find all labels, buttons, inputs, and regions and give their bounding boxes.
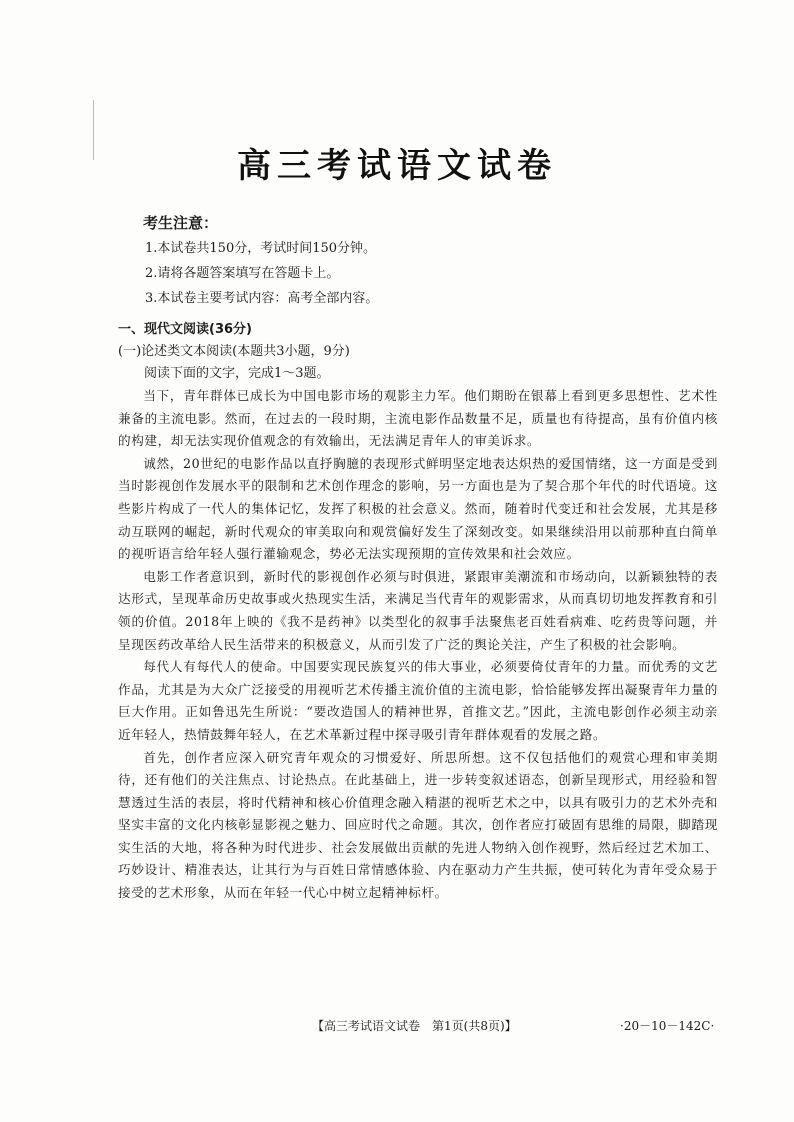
candidate-notice <box>143 210 703 311</box>
notice-item: 1.本试卷共150分，考试时间150分钟。 <box>145 241 377 256</box>
passage-paragraph: 诚然，20世纪的电影作品以直抒胸臆的表现形式鲜明坚定地表达炽热的爱国情绪，这一方面是受到当时影视创作发展水平的限制和艺术创作理念的影响，另一方面也是为了契合那个年代的时代语境。这些影片构成了一代人的集体记忆，发挥了积极的社会意义。然而，随着时代变迁和社会发展，尤其是移动互联网的崛起，新时代观众的审美取向和观赏偏好发生了深刻改变。如果继续沿用以前那种直白简单的视听语言给年轻人强行灌输观念，势必无法实现预期的宣传效果和社会效应。 <box>118 455 718 562</box>
passage-paragraph: 首先，创作者应深入研究青年观众的习惯爱好、所思所想。这不仅包括他们的观赏心理和审美期待，还有他们的关注焦点、讨论热点。在此基础上，进一步转变叙述语态，创新呈现形式，用经验和智慧透过生活的表层，将时代精神和核心价值理念融入精湛的视听艺术之中，以具有吸引力的艺术外壳和坚实丰富的文化内核彰显影视之魅力、回应时代之命题。其次，创作者应打破固有思维的局限，脚踏现实生活的大地，将各种为时代进步、社会发展做出贡献的先进人物纳入创作视野，然后经过艺术加工、巧妙设计、精准表达，让其行为与百姓日常情感体验、内在驱动力产生共振，使可转化为青年受众易于接受的艺术形象，从而在年轻一代心中树立起精神标杆。 <box>118 749 718 901</box>
notice-item: 3.本试卷主要考试内容：高考全部内容。 <box>145 291 379 306</box>
page-number-label: 【高三考试语文试卷 第1页(共8页)】 <box>312 1019 517 1033</box>
passage-paragraph: 当下，青年群体已成长为中国电影市场的观影主力军。他们期盼在银幕上看到更多思想性、艺术性兼备的主流电影。然而，在过去的一段时期，主流电影作品数量不足，质量也有待提高，虽有价值内核的构建，却无法实现价值观念的有效输出，无法满足青年人的审美诉求。 <box>118 388 718 449</box>
reading-instruction: 阅读下面的文字，完成1～3题。 <box>144 366 330 381</box>
reading-section <box>118 318 718 905</box>
passage-paragraph: 电影工作者意识到，新时代的影视创作必须与时俱进，紧跟审美潮流和市场动向，以新颖独特的表达形式，呈现革命历史故事或火热现实生活，来满足当代青年的观影需求，从而真切切地发挥教育和引领的价值。2018年上映的《我不是药神》以类型化的叙事手法聚焦老百姓看病难、吃药贵等问题，并呈现医药改革给人民生活带来的积极意义，从而引发了广泛的舆论关注，产生了积极的社会影响。 <box>118 568 718 652</box>
notice-item: 2.请将各题答案填写在答题卡上。 <box>145 266 340 281</box>
passage-paragraph: 每代人有每代人的使命。中国要实现民族复兴的伟大事业，必须要倚仗青年的力量。而优秀的文艺作品，尤其是为大众广泛接受的用视听艺术传播主流价值的主流电影，恰恰能够发挥出凝聚青年力量的巨大作用。正如鲁迅先生所说：“要改造国人的精神世界，首推文艺。”因此，主流电影创作必须主动亲近年轻人，热情鼓舞年轻人，在艺术革新过程中探寻吸引青年群体观看的发展之路。 <box>118 659 718 742</box>
section-subtitle: (一)论述类文本阅读(本题共3小题，9分) <box>118 344 350 359</box>
notice-heading: 考生注意： <box>143 214 219 232</box>
exam-code: ·20－10－142C· <box>620 1019 715 1033</box>
page-title: 高三考试语文试卷 <box>237 146 557 186</box>
page-footer <box>0 1015 794 1037</box>
section-title: 一、现代文阅读(36分) <box>118 322 252 337</box>
